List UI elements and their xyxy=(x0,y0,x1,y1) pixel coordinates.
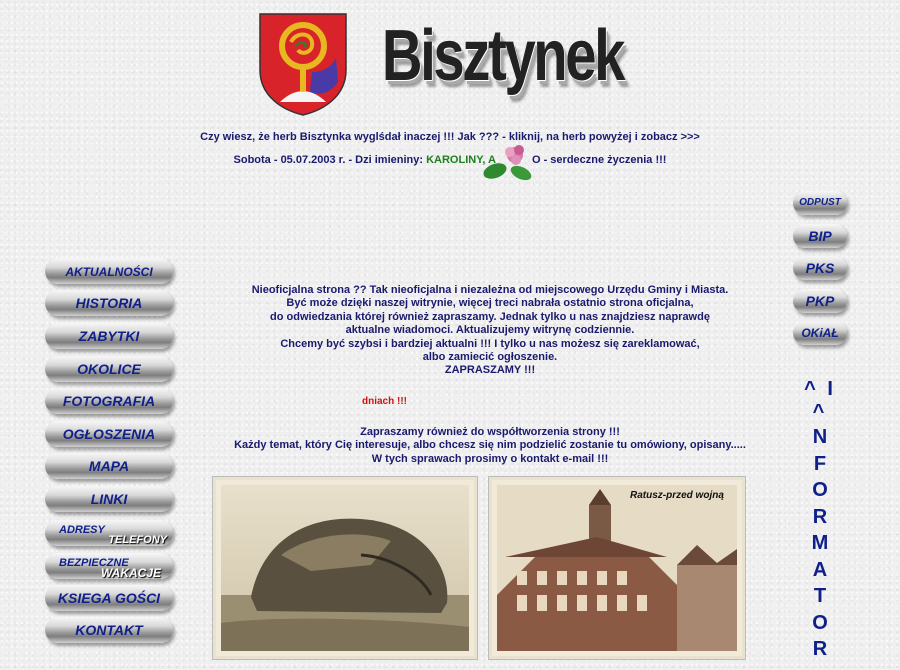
nav-pkp-button[interactable] xyxy=(793,289,847,313)
nav-label: BIP xyxy=(808,228,832,244)
informator-vertical-link[interactable] xyxy=(800,378,840,663)
flower-icon xyxy=(481,143,533,183)
nameday-names: KAROLINY, A xyxy=(426,154,496,166)
nav-label: FOTOGRAFIA xyxy=(62,393,156,409)
informator-letters: N F O R M A T O R xyxy=(811,426,829,660)
site-title: Bisztynek xyxy=(382,16,624,96)
nav-aktualnosci-button[interactable] xyxy=(45,258,173,284)
date-nameday-line xyxy=(0,154,900,166)
nav-label: LINKI xyxy=(90,491,128,507)
nav-okolice-button[interactable] xyxy=(45,356,173,382)
nav-label: OGŁOSZENIA xyxy=(62,426,156,442)
nav-label: AKTUALNOŚCI xyxy=(65,265,153,279)
nav-mapa-button[interactable] xyxy=(45,453,173,479)
nav-label: MAPA xyxy=(88,458,130,474)
nav-ksiega-gosci-button[interactable] xyxy=(45,585,173,611)
nav-label: HISTORIA xyxy=(75,295,143,311)
photo-caption: Ratusz-przed wojną xyxy=(630,490,724,501)
nav-label-bezpieczne: BEZPIECZNE xyxy=(59,557,129,569)
nav-pks-button[interactable] xyxy=(793,256,847,280)
nav-okial-button[interactable] xyxy=(793,321,847,345)
nav-label-wakacje: WAKACJE xyxy=(100,566,161,580)
date-text: Sobota - 05.07.2003 r. - Dzi imieniny: xyxy=(233,154,427,166)
nav-ogloszenia-button[interactable] xyxy=(45,421,173,447)
nav-historia-button[interactable] xyxy=(45,290,173,316)
nav-label: OKiAŁ xyxy=(801,326,839,340)
town-hall-photo[interactable] xyxy=(488,476,746,660)
nav-label-adresy: ADRESY xyxy=(59,524,105,536)
nav-fotografia-button[interactable] xyxy=(45,388,173,414)
collaboration-text: Zapraszamy również do współtworzenia strony !!! Każdy temat, który Cię interesuje, albo chcesz się nim podzielić zostanie tu omówiony, opisany..... W tych sprawach prosimy o kontakt e-mail !!! xyxy=(234,426,746,465)
nav-label: OKOLICE xyxy=(77,361,141,377)
nav-label: ODPUST xyxy=(799,197,841,208)
notice-text: dniach !!! xyxy=(362,396,407,407)
herb-info-line[interactable]: Czy wiesz, że herb Bisztynka wyglśdał inaczej !!! Jak ??? - kliknij, na herb powyżej i zobacz >>> xyxy=(200,131,700,143)
wishes-text: O - serdeczne życzenia !!! xyxy=(531,154,667,166)
nav-bip-button[interactable] xyxy=(793,224,847,248)
nav-label: KSIEGA GOŚCI xyxy=(57,590,161,606)
nav-linki-button[interactable] xyxy=(45,486,173,512)
rock-photo[interactable] xyxy=(212,476,478,660)
nav-label-telefony: TELEFONY xyxy=(108,534,167,546)
nav-label: PKS xyxy=(805,260,835,276)
nav-kontakt-button[interactable] xyxy=(45,617,173,643)
nav-odpust-button[interactable] xyxy=(793,191,847,215)
intro-text: Nieoficjalna strona ?? Tak nieoficjalna i niezależna od miejscowego Urzędu Gminy i Miasta. Być może dzięki naszej witrynie, więcej treci nabrała ostatnio strona oficjalna, do odwiedzania której również zapraszamy. Jednak tylko u nas znajdziesz naprawdę aktualne wiadomoci. Aktualizujemy witrynę codziennie. Chcemy być szybsi i bardziej aktualni !!! I tylko u nas możesz się zareklamować, albo zamiecić ogłoszenie. ZAPRASZAMY !!! xyxy=(251,284,729,377)
nav-label: PKP xyxy=(805,293,835,309)
coat-of-arms-crest[interactable] xyxy=(258,12,348,116)
nav-label: KONTAKT xyxy=(75,622,143,638)
nav-adresy-telefony-button[interactable] xyxy=(45,520,173,546)
informator-arrows: ^ I ^ xyxy=(804,378,836,423)
nav-bezpieczne-wakacje-button[interactable] xyxy=(45,553,173,579)
nav-label: ZABYTKI xyxy=(78,328,140,344)
nav-zabytki-button[interactable] xyxy=(45,323,173,349)
